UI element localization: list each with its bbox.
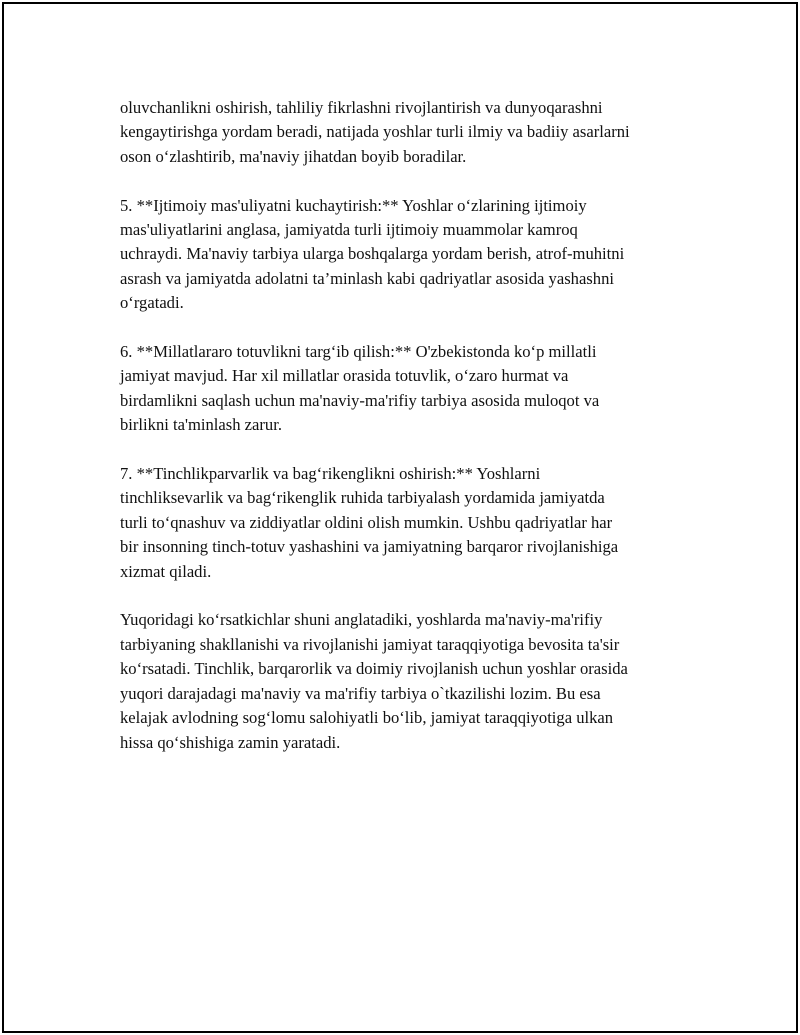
text-line: 5. **Ijtimoiy mas'uliyatni kuchaytirish:** Yoshlar o‘zlarining ijtimoiy [120,195,587,215]
text-line: kelajak avlodning sog‘lomu salohiyatli bo‘lib, jamiyat taraqqiyotiga ulkan [120,708,614,728]
text-line: oson o‘zlashtirib, ma'naviy jihatdan boyib boradilar. [120,146,467,166]
text-line: Yuqoridagi ko‘rsatkichlar shuni anglatadiki, yoshlarda ma'naviy-ma'rifiy [120,610,603,630]
paragraph-item-6 [120,340,700,438]
text-line: o‘rgatadi. [120,293,184,313]
text-line: mas'uliyatlarini anglasa, jamiyatda turli ijtimoiy muammolar kamroq [120,220,578,240]
text-line: 6. **Millatlararo totuvlikni targ‘ib qilish:** O'zbekistonda ko‘p millatli [120,342,597,362]
text-line: oluvchanlikni oshirish, tahliliy fikrlashni rivojlantirish va dunyoqarashni [120,98,603,117]
paragraph-item-7 [120,462,700,584]
text-line: asrash va jamiyatda adolatni ta’minlash kabi qadriyatlar asosida yashashni [120,268,614,288]
paragraph-conclusion [120,608,700,754]
text-line: bir insonning tinch-totuv yashashini va jamiyatning barqaror rivojlanishiga [120,537,619,557]
paragraph-intro-continuation [120,96,700,169]
paragraph-item-5 [120,194,700,316]
text-line: turli to‘qnashuv va ziddiyatlar oldini olish mumkin. Ushbu qadriyatlar har [120,512,613,532]
text-line: xizmat qiladi. [120,561,212,581]
document-body [120,96,700,779]
text-line: yuqori darajadagi ma'naviy va ma'rifiy tarbiya o`tkazilishi lozim. Bu esa [120,683,601,703]
text-line: 7. **Tinchlikparvarlik va bag‘rikenglikni oshirish:** Yoshlarni [120,464,541,484]
text-line: tinchliksevarlik va bag‘rikenglik ruhida tarbiyalash yordamida jamiyatda [120,488,605,508]
text-line: tarbiyaning shakllanishi va rivojlanishi jamiyat taraqqiyotiga bevosita ta'sir [120,634,620,654]
text-line: jamiyat mavjud. Har xil millatlar orasida totuvlik, o‘zaro hurmat va [120,366,569,386]
text-line: birlikni ta'minlash zarur. [120,415,282,435]
text-line: ko‘rsatadi. Tinchlik, barqarorlik va doimiy rivojlanish uchun yoshlar orasida [120,659,628,679]
text-line: hissa qo‘shishiga zamin yaratadi. [120,732,341,752]
text-line: kengaytirishga yordam beradi, natijada yoshlar turli ilmiy va badiiy asarlarni [120,122,630,142]
document-page [2,2,798,1033]
text-line: birdamlikni saqlash uchun ma'naviy-ma'rifiy tarbiya asosida muloqot va [120,390,600,410]
text-line: uchraydi. Ma'naviy tarbiya ularga boshqalarga yordam berish, atrof-muhitni [120,244,625,264]
